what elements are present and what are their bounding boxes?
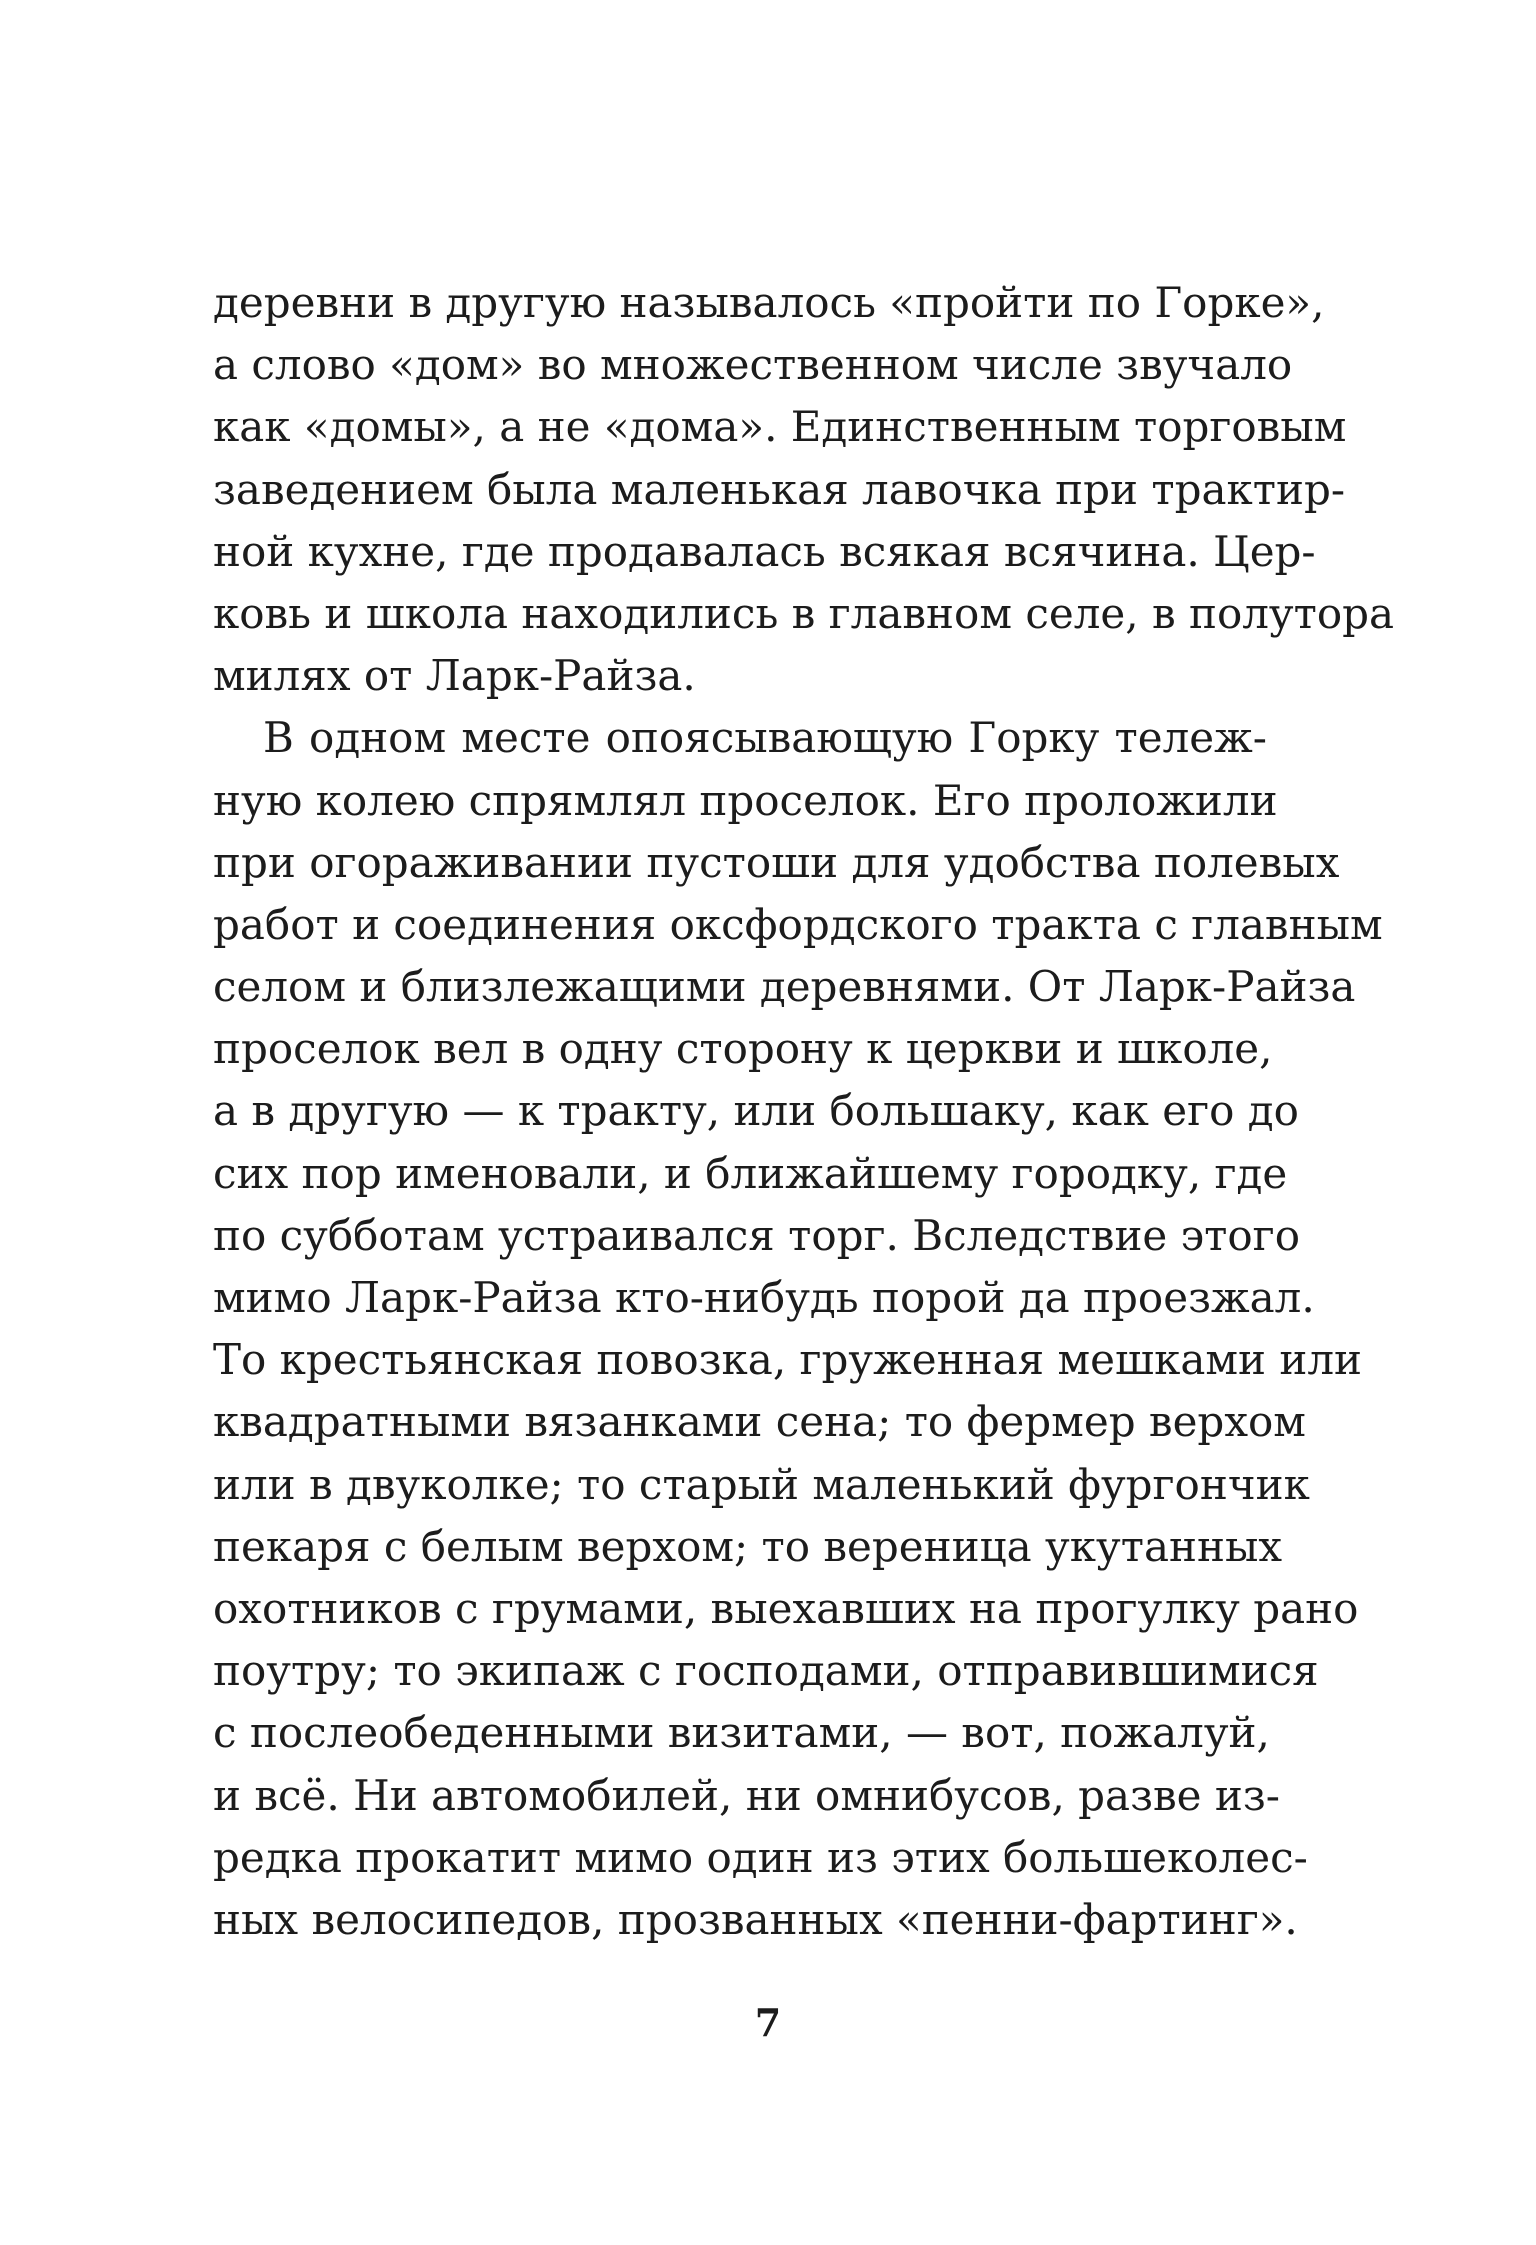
paragraph — [213, 707, 1383, 1951]
text-line: заведением была маленькая лавочка при трактир- — [213, 464, 1346, 514]
text-line: милях от Ларк-Райза. — [213, 651, 696, 701]
text-line: ной кухне, где продавалась всякая всячина. Цер- — [213, 526, 1316, 576]
page-number: 7 — [754, 2000, 782, 2045]
text-line: ных велосипедов, прозванных «пенни-фартинг». — [213, 1894, 1298, 1944]
text-line: мимо Ларк-Райза кто-нибудь порой да проезжал. — [213, 1273, 1315, 1322]
text-line: а слово «дом» во множественном числе звучало — [213, 340, 1293, 390]
text-line: В одном месте опоясывающую Горку тележ- — [263, 713, 1267, 763]
text-line: по субботам устраивался торг. Вследствие этого — [213, 1210, 1300, 1260]
text-line: с послеобеденными визитами, — вот, пожалуй, — [213, 1708, 1270, 1758]
text-line: ковь и школа находились в главном селе, в полутора — [213, 588, 1395, 638]
text-line: или в двуколке; то старый маленький фургончик — [213, 1459, 1310, 1509]
text-line: при огораживании пустоши для удобства полевых — [213, 837, 1340, 887]
text-line: ную колею спрямлял проселок. Его проложили — [213, 775, 1278, 825]
text-line: деревни в другую называлось «пройти по Горке», — [213, 278, 1325, 327]
text-line: селом и близлежащими деревнями. От Ларк-Райза — [213, 962, 1356, 1012]
text-line: охотников с грумами, выехавших на прогулку рано — [213, 1583, 1359, 1633]
text-line: проселок вел в одну сторону к церкви и школе, — [213, 1024, 1273, 1074]
text-line: квадратными вязанками сена; то фермер верхом — [213, 1397, 1306, 1447]
paragraph — [213, 272, 1395, 707]
text-line: а в другую — к тракту, или большаку, как его до — [213, 1086, 1299, 1136]
text-line: редка прокатит мимо один из этих большеколес- — [213, 1832, 1308, 1882]
text-line: поутру; то экипаж с господами, отправившимися — [213, 1646, 1319, 1696]
text-line: и всё. Ни автомобилей, ни омнибусов, разве из- — [213, 1770, 1280, 1820]
text-line: сих пор именовали, и ближайшему городку, где — [213, 1148, 1288, 1198]
text-line: пекаря с белым верхом; то вереница укутанных — [213, 1521, 1283, 1571]
body-text — [213, 272, 1395, 1951]
text-line: работ и соединения оксфордского тракта с главным — [213, 899, 1383, 949]
text-line: как «домы», а не «дома». Единственным торговым — [213, 402, 1347, 452]
text-line: То крестьянская повозка, груженная мешками или — [213, 1335, 1363, 1385]
